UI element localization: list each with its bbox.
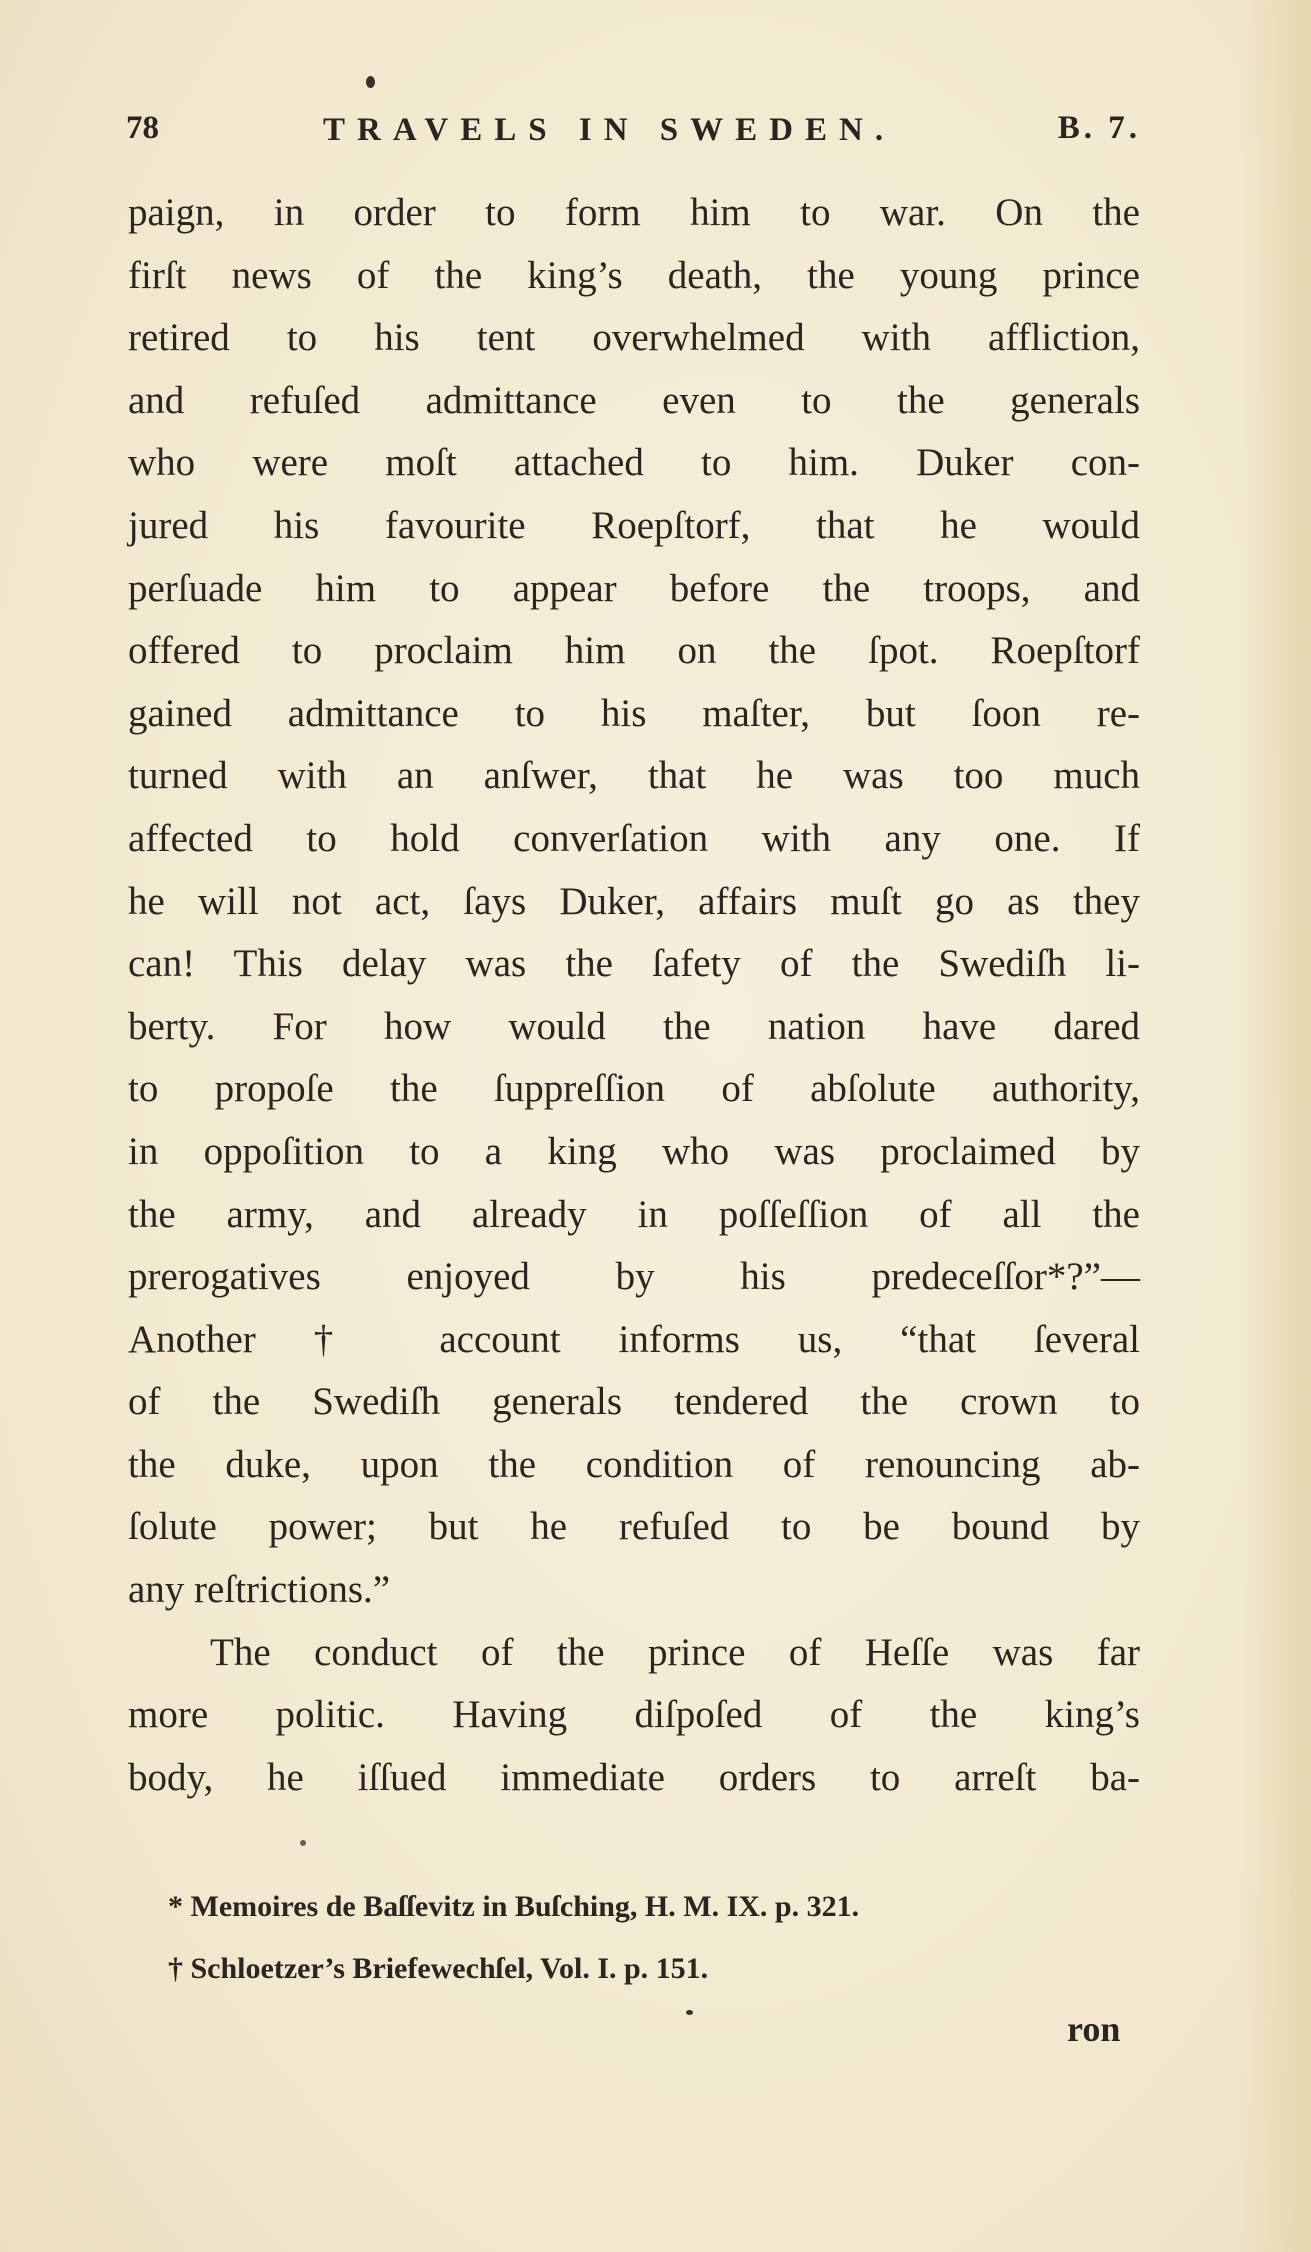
text-line: perſuade him to appear before the troops, and — [128, 566, 1140, 610]
footnote-2: † Schloetzer’s Briefewechſel, Vol. I. p. 151. — [168, 1952, 709, 1985]
footnotes — [168, 1876, 1068, 2000]
text-line: berty. For how would the nation have dared — [128, 1004, 1140, 1048]
text-line: to propoſe the ſuppreſſion of abſolute authority, — [128, 1067, 1140, 1111]
text-line: who were moſt attached to him. Duker con- — [128, 441, 1140, 485]
text-line: ſolute power; but he refuſed to be bound by — [128, 1505, 1140, 1549]
catchword: ron — [1067, 2009, 1121, 2049]
text-line: paign, in order to form him to war. On the — [128, 191, 1140, 234]
text-line: in oppoſition to a king who was proclaimed by — [128, 1129, 1140, 1173]
footnote-separator-mark — [300, 1840, 306, 1846]
text-line: retired to his tent overwhelmed with affliction, — [128, 316, 1140, 360]
text-line: prerogatives enjoyed by his predeceſſor*?”— — [128, 1255, 1140, 1299]
text-line: more politic. Having diſpoſed of the king’s — [128, 1693, 1140, 1737]
text-line: can! This delay was the ſafety of the Swediſh li- — [128, 942, 1140, 986]
page-edge-shadow — [1241, 0, 1311, 2252]
footnote-1: * Memoires de Baſſevitz in Buſching, H. M. IX. p. 321. — [168, 1890, 860, 1923]
text-line: the army, and already in poſſeſſion of all the — [128, 1192, 1140, 1236]
text-line-paragraph-end: any reſtrictions.” — [128, 1568, 391, 1612]
text-line: the duke, upon the condition of renouncing ab- — [128, 1442, 1140, 1486]
page-number: 78 — [126, 110, 159, 146]
text-line: and refuſed admittance even to the generals — [128, 378, 1140, 422]
text-line: Another † account informs us, “that ſeveral — [128, 1317, 1140, 1361]
text-line: turned with an anſwer, that he was too much — [128, 754, 1140, 798]
book-number: B. 7. — [1057, 110, 1141, 146]
text-line-paragraph-start: The conduct of the prince of Heſſe was far — [210, 1630, 1140, 1674]
text-line: affected to hold converſation with any one. If — [128, 816, 1140, 860]
body-text — [128, 182, 1140, 1809]
text-line: jured his favourite Roepſtorf, that he would — [128, 503, 1140, 547]
text-line: offered to proclaim him on the ſpot. Roepſtorf — [128, 629, 1140, 673]
running-title: TRAVELS IN SWEDEN. — [323, 112, 896, 148]
ink-spot — [686, 2010, 693, 2015]
text-line: body, he iſſued immediate orders to arreſt ba- — [128, 1755, 1140, 1799]
text-line: gained admittance to his maſter, but ſoon re- — [128, 691, 1140, 735]
ink-spot — [366, 76, 375, 88]
text-line: of the Swediſh generals tendered the crown to — [128, 1380, 1140, 1424]
text-line: he will not act, ſays Duker, affairs muſt go as they — [128, 879, 1140, 923]
running-header — [126, 110, 1141, 156]
text-line: firſt news of the king’s death, the young prince — [128, 253, 1140, 297]
